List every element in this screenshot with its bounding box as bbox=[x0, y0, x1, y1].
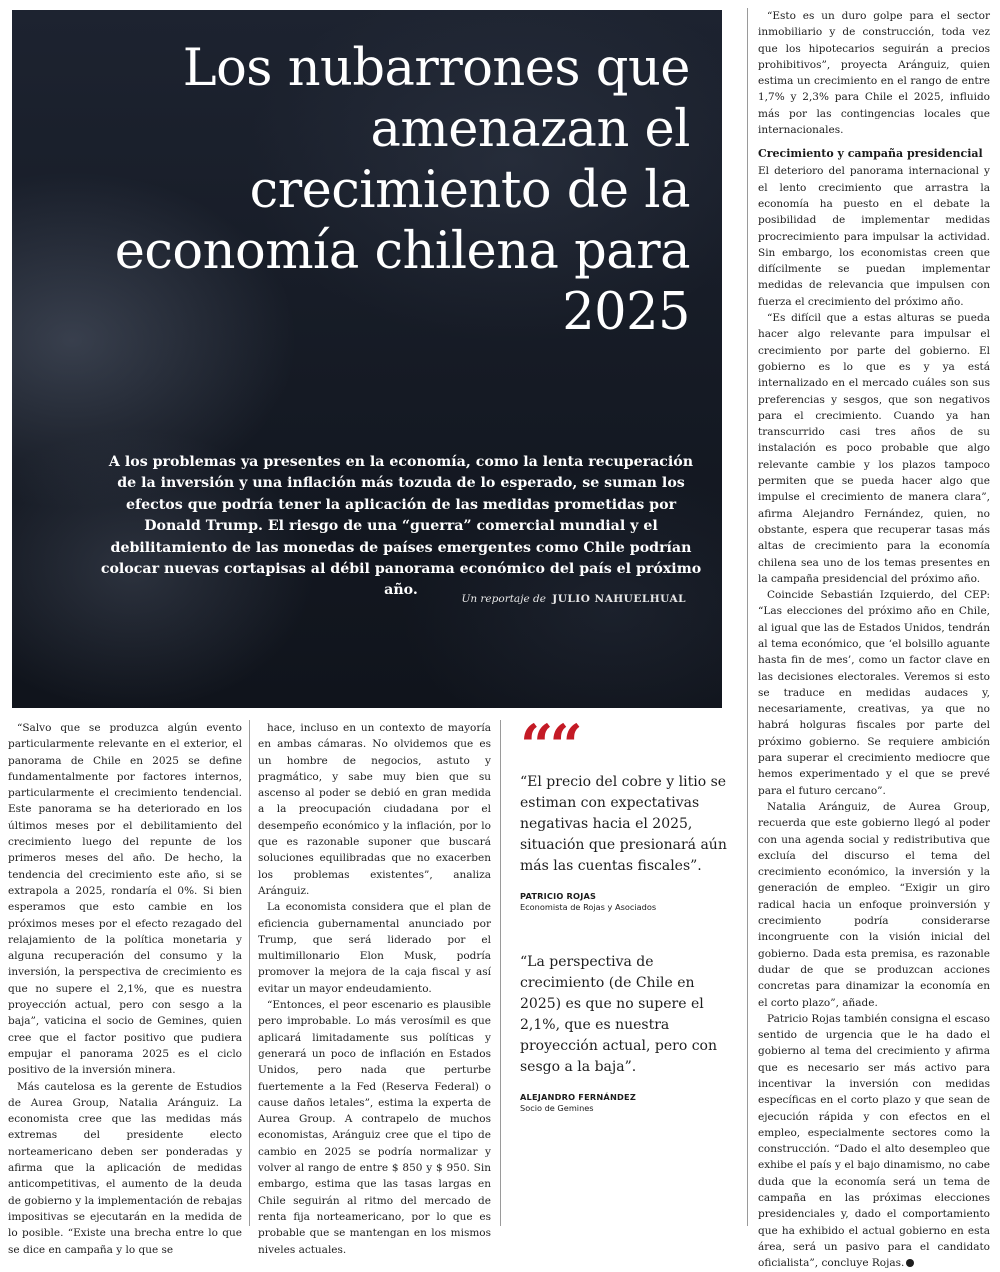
paragraph: Coincide Sebastián Izquierdo, del CEP: “Las elecciones del próximo año en Chile, al igual que las de Estados Unidos, tendrán al tema económico, que ‘el bolsillo aguante hasta fin de mes’, como un factor clave en las decisiones electorales. Veremos si esto se traduce en medidas audaces y, necesariamente, creativas, ya que no habrá holguras fiscales por parte del próximo gobierno. Se requiere ambición para superar el crecimiento mediocre que hemos experimentado y el que se prevé para el futuro cercano”. bbox=[758, 589, 990, 797]
pull-quote-text: “El precio del cobre y litio se estiman con expectativas negativas hacia el 2025, situación que presionará aún más las cuentas fiscales”. bbox=[520, 774, 727, 874]
byline-prefix: Un reportaje de bbox=[461, 593, 546, 605]
column-divider bbox=[747, 8, 748, 1226]
pull-quote-name: ALEJANDRO FERNÁNDEZ bbox=[520, 1092, 636, 1102]
paragraph-text: Patricio Rojas también consigna el escaso sentido de urgencia que le ha dado el gobierno al tema del crecimiento y afirma que es necesario ser más activo para incentivar la inversión con medidas específicas en el corto plazo y que sean de ejecución rápida y con efectos en el empleo, especialmente sectores como la construcción. “Dado el alto desempleo que exhibe el país y el bajo dinamismo, no cabe duda que la economía será un tema de campaña en las próximas elecciones presidenciales y, dado el comportamiento que ha exhibido el actual gobierno en esta área, será un pasivo para el candidato oficialista”, concluye Rojas. bbox=[758, 1012, 990, 1270]
paragraph: “Entonces, el peor escenario es plausible pero improbable. Lo más verosímil es que aplicará limitadamente sus políticas y generará un poco de inflación en Estados Unidos, pero nada que perturbe fuertemente a la Fed (Reserva Federal) o cause daños letales”, estima la experta de Aurea Group. A contrapelo de muchos economistas, Aránguiz cree que el tipo de cambio en 2025 se podría normalizar y volver al rango de entre $ 850 y $ 950. Sin embargo, estima que las tasas largas en Chile seguirán al ritmo del mercado de renta fija norteamericano, por lo que es probable que se mantengan en los mismos niveles actuales. bbox=[258, 999, 491, 1256]
paragraph: “Esto es un duro golpe para el sector inmobiliario y de construcción, toda vez que los hipotecarios seguirán a precios prohibitivos”, proyecta Aránguiz, quien estima un crecimiento en el rango de entre 1,7% y 2,3% para Chile el 2025, influido más por las contingencias locales que internacionales. bbox=[758, 10, 990, 137]
paragraph: La economista considera que el plan de eficiencia gubernamental anunciado por Trump, que será liderado por el multimillonario Elon Musk, podría promover la mejora de la caja fiscal y así evitar un mayor endeudamiento. bbox=[258, 901, 491, 995]
body-column-1 bbox=[8, 720, 242, 1258]
paragraph: “Salvo que se produzca algún evento particularmente relevante en el exterior, el panorama de Chile en 2025 se define fundamentalmente por factores internos, particularmente el crecimiento tendencial. Este panorama se ha deteriorado en los últimos meses por el debilitamiento del crecimiento luego del repunte de los primeros meses del año. De hecho, la tendencia del crecimiento este año, si se extrapola a 2025, rondaría el 0%. Si bien esperamos que esto cambie en los próximos meses por el efecto rezagado del relajamiento de la política monetaria y alguna recuperación del consumo y la inversión, la perspectiva de crecimiento es que no supere el 2,1%, que es nuestra proyección actual, pero con sesgo a la baja”, vaticina el socio de Gemines, quien cree que el factor positivo que pudiera empujar el panorama 2025 es el ciclo positivo de la inversión minera. bbox=[8, 722, 242, 1077]
hero-image bbox=[12, 10, 722, 708]
paragraph: hace, incluso en un contexto de mayoría en ambas cámaras. No olvidemos que es un hombre de negocios, astuto y pragmático, y sabe muy bien que su ascenso al poder se debió en gran medida a la preocupación ciudadana por el desempeño económico y la inflación, por lo que es razonable suponer que buscará soluciones equilibradas que no exacerben los problemas existentes”, analiza Aránguiz. bbox=[258, 722, 491, 897]
paragraph: “Es difícil que a estas alturas se pueda hacer algo relevante para impulsar el crecimiento por parte del gobierno. El gobierno es lo que es y ya está internalizado en el mercado cuáles son sus preferencias y sesgos, que son negativos para el crecimiento. Cuando ya han transcurrido casi tres años de su instalación es poco probable que algo relevante cambie y los plazos tampoco permiten que se pueda hacer algo que impulse el crecimiento de manera clara”, afirma Alejandro Fernández, quien, no obstante, espera que recuperar tasas más altas de crecimiento para la economía chilena sea uno de los temas presentes en la campaña presidencial del próximo año. bbox=[758, 312, 990, 585]
pull-quote-role: Economista de Rojas y Asociados bbox=[520, 902, 657, 912]
pull-quote-2 bbox=[520, 952, 728, 1113]
paragraph: Más cautelosa es la gerente de Estudios de Aurea Group, Natalia Aránguiz. La economista cree que las medidas más extremas del presidente electo norteamericano deben ser ponderadas y afirma que la aplicación de medidas anticompetitivas, el aumento de la deuda de gobierno y la implementación de rebajas impositivas se ejecutarán en la medida de lo posible. “Existe una brecha entre lo que se dice en campaña y lo que se bbox=[8, 1080, 242, 1256]
byline bbox=[461, 593, 686, 605]
headline: Los nubarrones que amenazan el crecimiento de la economía chilena para 2025 bbox=[114, 39, 690, 342]
paragraph-last bbox=[758, 1011, 990, 1272]
pull-quote-role: Socio de Gemines bbox=[520, 1103, 594, 1113]
quote-mark-icon: ““ bbox=[520, 712, 579, 780]
pull-quotes bbox=[520, 712, 728, 1113]
body-column-right bbox=[758, 8, 990, 1272]
paragraph: Natalia Aránguiz, de Aurea Group, recuerda que este gobierno llegó al poder con una agenda social y redistributiva que excluía del discurso el tema del crecimiento económico, la inversión y la generación de empleo. “Exigir un giro radical hacia un enfoque proinversión y crecimiento podría considerarse incongruente con la visión inicial del gobierno. Dada esta premisa, es razonable dudar de que se produzcan acciones concretas para dinamizar la economía en el corto plazo”, añade. bbox=[758, 800, 990, 1009]
column-divider bbox=[500, 720, 501, 1226]
paragraph: El deterioro del panorama internacional y el lento crecimiento que arrastra la economía ha puesto en el debate la posibilidad de implementar medidas procrecimiento para impulsar la actividad. Sin embargo, los economistas creen que difícilmente se puedan implementar medidas de relevancia que impulsen con fuerza el crecimiento del próximo año. bbox=[758, 165, 990, 308]
end-mark-icon bbox=[906, 1259, 914, 1267]
pull-quote-text: “La perspectiva de crecimiento (de Chile en 2025) es que no supere el 2,1%, que es nuestra proyección actual, pero con sesgo a la baja”. bbox=[520, 954, 717, 1075]
byline-author: JULIO NAHUELHUAL bbox=[552, 593, 686, 605]
pull-quote-name: PATRICIO ROJAS bbox=[520, 891, 597, 901]
body-column-2 bbox=[258, 720, 491, 1258]
subheading: Crecimiento y campaña presidencial bbox=[758, 147, 983, 161]
column-divider bbox=[249, 720, 250, 1226]
dek: A los problemas ya presentes en la economía, como la lenta recuperación de la inversión y una inflación más tozuda de lo esperado, se suman los efectos que podría tener la aplicación de las medidas prometidas por Donald Trump. El riesgo de una “guerra” comercial mundial y el debilitamiento de las monedas de países emergentes como Chile podrían colocar nuevas cortapisas al débil panorama económico del país el próximo año. bbox=[100, 454, 702, 599]
